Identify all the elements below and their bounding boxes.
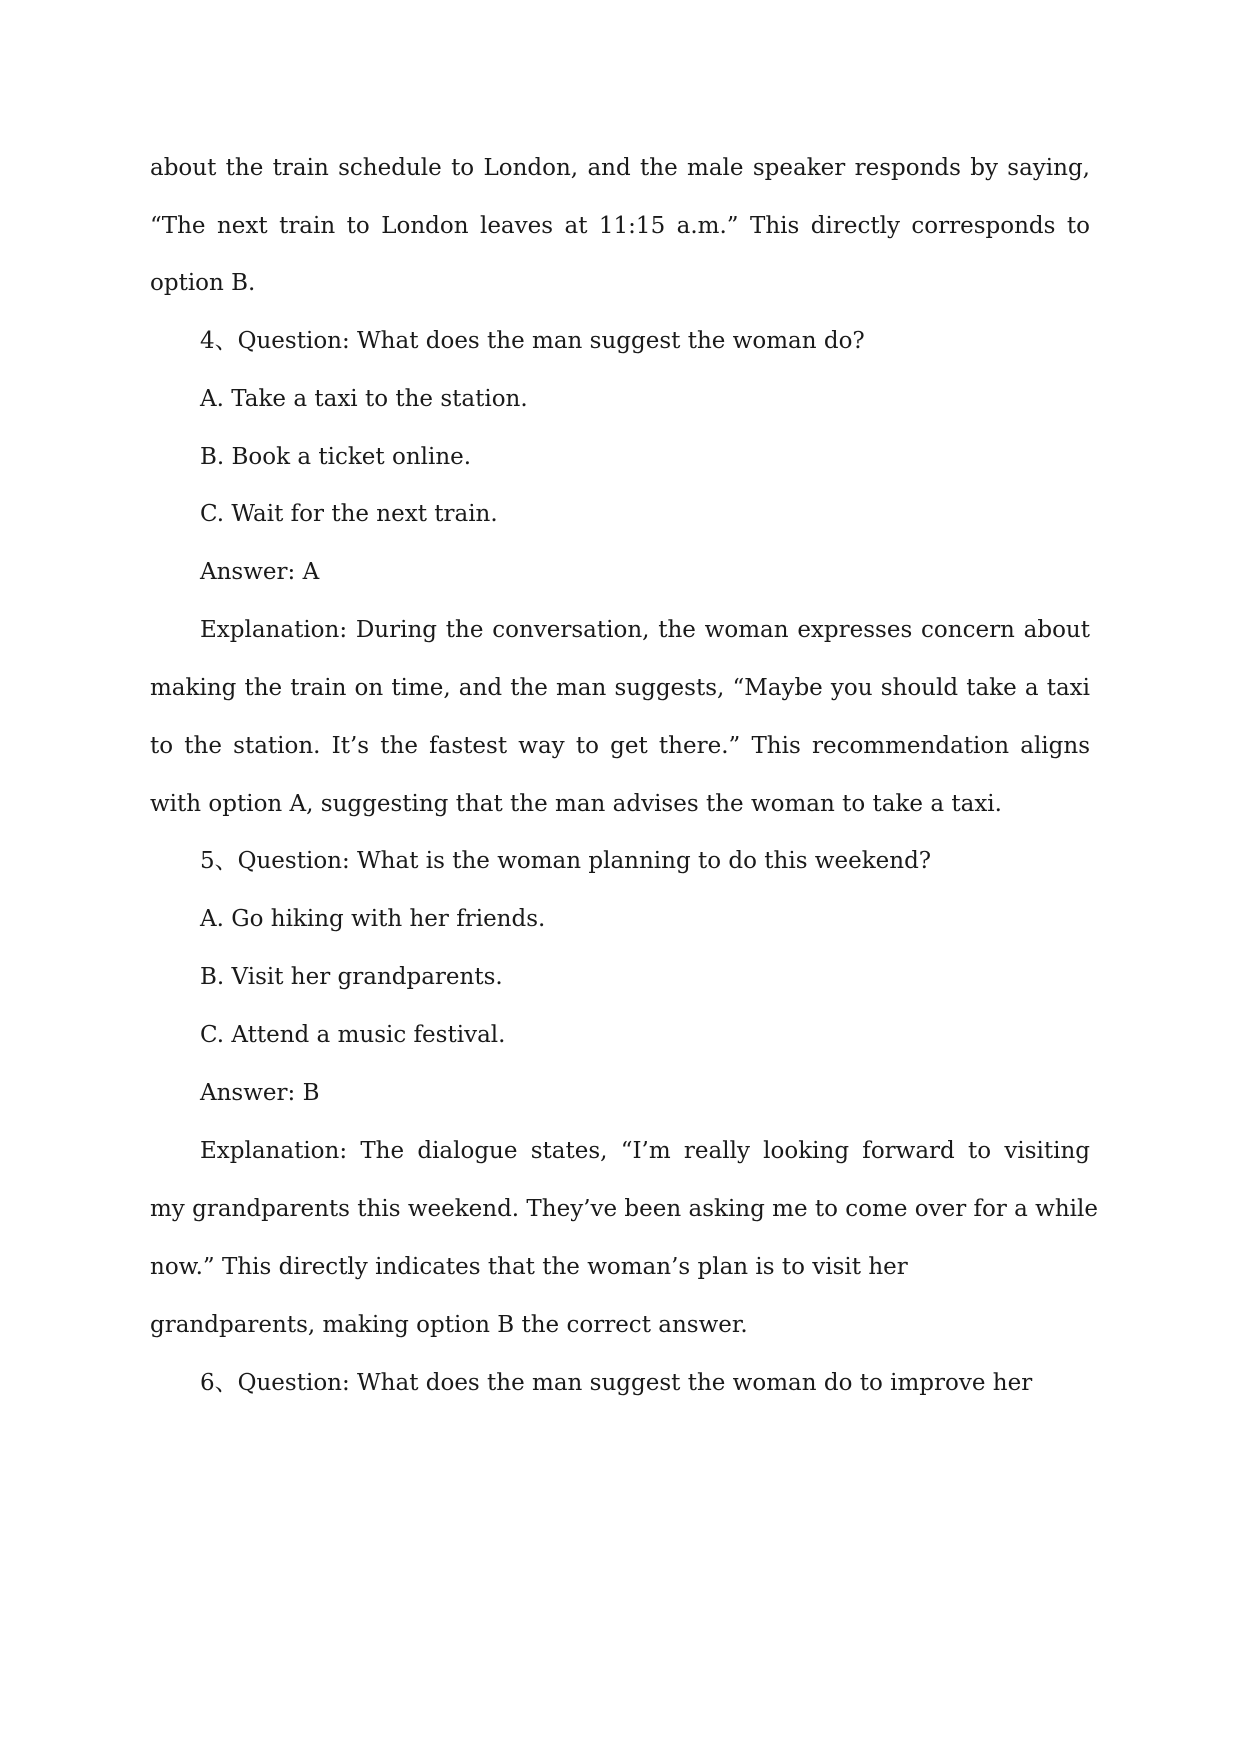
- question-4-answer: Answer: A: [200, 559, 320, 585]
- question-5-option-c: C. Attend a music festival.: [200, 1022, 506, 1048]
- paragraph-line: “The next train to London leaves at 11:15 a.m.” This directly corresponds to: [150, 213, 1090, 239]
- question-5-answer: Answer: B: [200, 1080, 320, 1106]
- question-6-heading: 6、Question: What does the man suggest the woman do to improve her: [200, 1370, 1033, 1396]
- question-5-heading: 5、Question: What is the woman planning to do this weekend?: [200, 848, 932, 874]
- paragraph-line: about the train schedule to London, and the male speaker responds by saying,: [150, 155, 1090, 181]
- question-4-heading: 4、Question: What does the man suggest the woman do?: [200, 328, 865, 354]
- paragraph-line: with option A, suggesting that the man advises the woman to take a taxi.: [150, 791, 1002, 817]
- question-4-option-a: A. Take a taxi to the station.: [200, 386, 528, 412]
- question-4-option-c: C. Wait for the next train.: [200, 501, 498, 527]
- question-4-option-b: B. Book a ticket online.: [200, 444, 472, 470]
- question-4-explanation: Explanation: During the conversation, the woman expresses concern about: [200, 617, 1090, 643]
- paragraph-line: option B.: [150, 270, 256, 296]
- paragraph-line: to the station. It’s the fastest way to get there.” This recommendation aligns: [150, 733, 1090, 759]
- question-5-explanation: Explanation: The dialogue states, “I’m really looking forward to visiting: [200, 1138, 1090, 1164]
- question-5-option-b: B. Visit her grandparents.: [200, 964, 503, 990]
- paragraph-line: grandparents, making option B the correct answer.: [150, 1312, 748, 1338]
- paragraph-line: making the train on time, and the man suggests, “Maybe you should take a taxi: [150, 675, 1090, 701]
- paragraph-line: now.” This directly indicates that the woman’s plan is to visit her: [150, 1254, 908, 1280]
- paragraph-line: my grandparents this weekend. They’ve been asking me to come over for a while: [150, 1196, 1099, 1222]
- question-5-option-a: A. Go hiking with her friends.: [200, 906, 546, 932]
